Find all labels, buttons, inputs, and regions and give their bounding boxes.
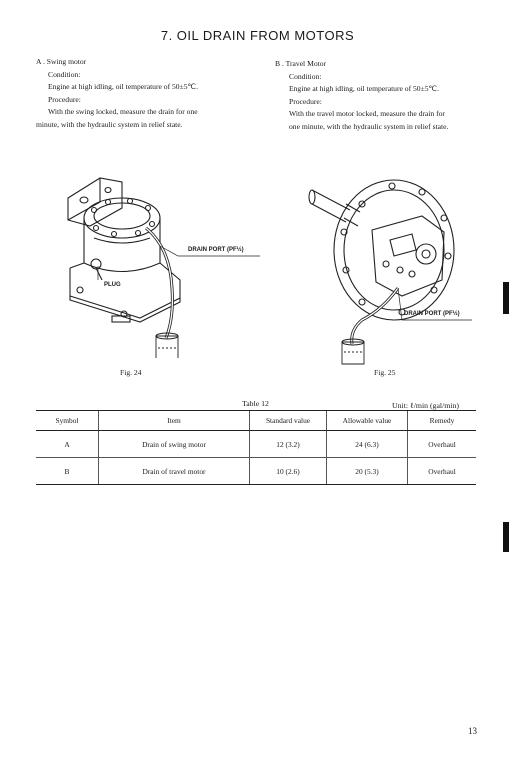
cell-item: Drain of swing motor — [99, 431, 250, 458]
section-a-procedure-text-1: With the swing locked, measure the drain for one — [48, 107, 198, 117]
header-symbol: Symbol — [36, 411, 99, 431]
page-title: 7. OIL DRAIN FROM MOTORS — [160, 28, 355, 43]
fig24-plug-label: PLUG — [104, 282, 121, 288]
header-standard-value: Standard value — [250, 411, 327, 431]
table-unit: Unit: ℓ/min (gal/min) — [392, 401, 459, 410]
page-number: 13 — [468, 726, 477, 736]
section-a-heading: A . Swing motor — [36, 57, 87, 66]
fig24-drain-port-label: DRAIN PORT (PF½) — [188, 247, 244, 253]
cell-remedy: Overhaul — [408, 431, 477, 458]
section-b-procedure-text-1: With the travel motor locked, measure the drain for — [289, 109, 445, 119]
cell-allowable-value: 24 (6.3) — [327, 431, 408, 458]
section-a-procedure-text-2: minute, with the hydraulic system in relief state. — [36, 119, 183, 129]
section-b-condition-text: Engine at high idling, oil temperature of 50±5℃. — [289, 84, 439, 94]
section-b-procedure-label: Procedure: — [289, 96, 322, 106]
header-item: Item — [99, 411, 250, 431]
fig25-caption: Fig. 25 — [374, 368, 396, 377]
swing-motor-drawing — [60, 168, 260, 358]
section-b-procedure-text-2: one minute, with the hydraulic system in relief state. — [289, 121, 449, 131]
section-a-condition-text: Engine at high idling, oil temperature of 50±5℃. — [48, 82, 198, 92]
table-header-row — [36, 411, 476, 431]
section-b-condition-label: Condition: — [289, 71, 322, 81]
cell-remedy: Overhaul — [408, 458, 477, 485]
table-caption: Table 12 — [242, 399, 269, 408]
cell-symbol: A — [36, 431, 99, 458]
fig25-drain-port-label: DRAIN PORT (PF½) — [404, 311, 460, 317]
header-allowable-value: Allowable value — [327, 411, 408, 431]
fig24-caption: Fig. 24 — [120, 368, 142, 377]
spec-table — [36, 410, 476, 485]
thumb-index-mark — [503, 282, 509, 314]
cell-allowable-value: 20 (5.3) — [327, 458, 408, 485]
cell-standard-value: 12 (3.2) — [250, 431, 327, 458]
header-remedy: Remedy — [408, 411, 477, 431]
cell-item: Drain of travel motor — [99, 458, 250, 485]
travel-motor-drawing — [302, 170, 472, 365]
table-row — [36, 458, 476, 485]
section-a-procedure-label: Procedure: — [48, 94, 81, 104]
section-b-heading: B . Travel Motor — [275, 59, 327, 68]
table-row — [36, 431, 476, 458]
cell-standard-value: 10 (2.6) — [250, 458, 327, 485]
thumb-index-mark — [503, 522, 509, 552]
section-travel-motor — [275, 58, 485, 134]
cell-symbol: B — [36, 458, 99, 485]
section-swing-motor — [36, 56, 266, 132]
section-a-condition-label: Condition: — [48, 69, 81, 79]
